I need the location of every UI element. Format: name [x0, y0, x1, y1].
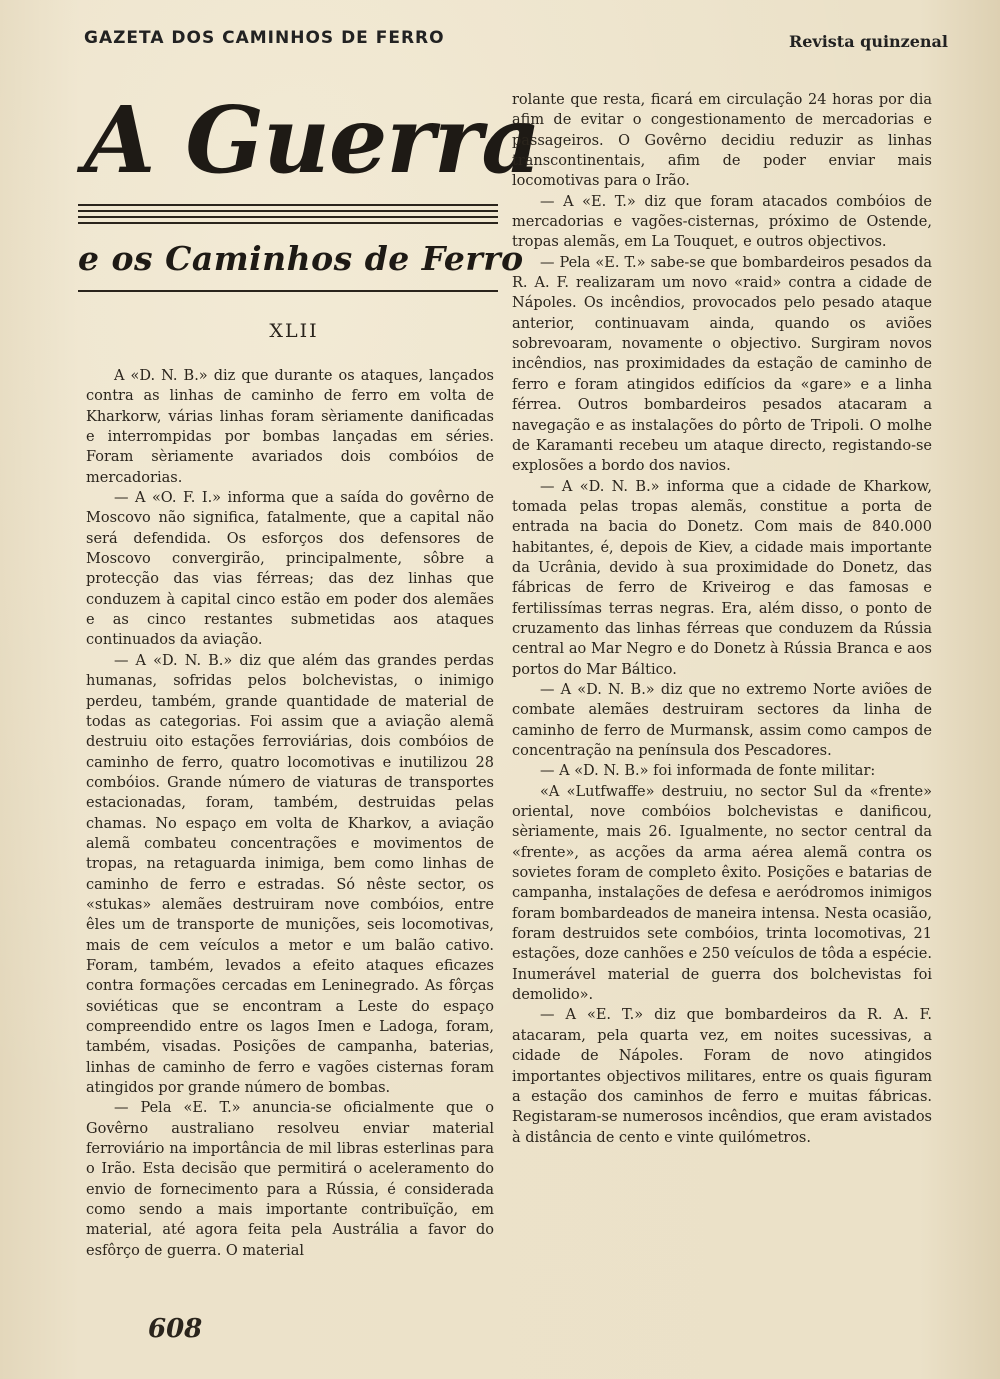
article-title: A Guerra [84, 86, 540, 194]
paragraph: rolante que resta, ficará em circulação 24 horas por dia afim de evitar o congestionamento de mercadorias e passageiros. O Govêrno decidiu reduzir as linhas transcontinentais, afim de poder enviar mais locomotivas para o Irão. [512, 92, 932, 190]
right-column [512, 90, 932, 1148]
article-subtitle: e os Caminhos de Ferro [78, 239, 524, 278]
paragraph: — A «D. N. B.» foi informada de fonte militar: [540, 763, 876, 780]
paragraph: — A «E. T.» diz que bombardeiros da R. A. F. atacaram, pela quarta vez, em noites sucessivas, a cidade de Nápoles. Foram de novo atingidos importantes objectivos militares, entre os quais figuram a estação dos caminhos de ferro e muitas fábricas. Registaram-se numerosos incêndios, que eram avistados à distância de cento e vinte quilómetros. [512, 1007, 932, 1146]
subtitle-rule [78, 290, 498, 292]
article-part-number: XLII [269, 320, 319, 342]
publication-title: GAZETA DOS CAMINHOS DE FERRO [84, 28, 445, 48]
publication-frequency: Revista quinzenal [788, 32, 948, 51]
paragraph: — Pela «E. T.» sabe-se que bombardeiros pesados da R. A. F. realizaram um novo «raid» contra a cidade de Nápoles. Os incêndios, provocados pelo pesado ataque anterior, continuavam ainda, quando os aviões sobrevoaram, novamente o objectivo. Surgiram novos incêndios, nas proximidades da estação de caminho de ferro e foram atingidos edifícios da «gare» e a linha férrea. Outros bombardeiros pesados atacaram a navegação e as instalações do pôrto de Tripoli. O molhe de Karamanti recebeu um ataque directo, registando-se explosões a bordo dos navios. [512, 254, 932, 475]
rule-line [78, 210, 498, 212]
page-number: 608 [148, 1314, 203, 1344]
paragraph: A «D. N. B.» diz que durante os ataques, lançados contra as linhas de caminho de ferro em volta de Kharkorw, várias linhas foram sèriamente danificadas e interrompidas por bombas lançadas em séries. Foram sèriamente avariados dois combóios de mercadorias. [86, 368, 494, 486]
paragraph: «A «Lutfwaffe» destruiu, no sector Sul da «frente» oriental, nove combóios bolchevistas e danificou, sèriamente, mais 26. Igualmente, no sector central da «frente», as acções da arma aérea alemã contra os sovietes foram de completo êxito. Posições e batarias de campanha, instalações de defesa e aeródromos inimigos foram bombardeados de maneira intensa. Nesta ocasião, foram destruidos sete combóios, trinta locomotivas, 21 estações, doze canhões e 250 veículos de tôda a espécie. Inumerável material de guerra dos bolchevistas foi demolido». [512, 783, 932, 1004]
title-rules [78, 204, 498, 228]
rule-line [78, 222, 498, 224]
paragraph: — Pela «E. T.» anuncia-se oficialmente que o Govêrno australiano resolveu enviar material ferroviário na importância de mil libras esterlinas para o Irão. Esta decisão que permitirá o aceleramento do envio de fornecimento para a Rússia, é considerada como sendo a mais importante contribuïção, em material, até agora feita pela Austrália a favor do esfôrço de guerra. O material [86, 1100, 494, 1259]
paragraph: — A «D. N. B.» diz que no extremo Norte aviões de combate alemães destruiram sectores da linha de caminho de ferro de Murmansk, assim como campos de concentração na península dos Pescadores. [512, 681, 932, 759]
paragraph: — A «D. N. B.» diz que além das grandes perdas humanas, sofridas pelos bolchevistas, o inimigo perdeu, também, grande quantidade de material de todas as categorias. Foi assim que a aviação alemã destruiu oito estações ferroviárias, dois combóios de caminho de ferro, quatro locomotivas e inutilizou 28 combóios. Grande número de viaturas de transportes estacionadas, foram, também, destruidas pelas chamas. No espaço em volta de Kharkov, a aviação alemã combateu concentrações e movimentos de tropas, na retaguarda inimiga, bem como linhas de caminho de ferro e estradas. Só nêste sector, os «stukas» alemães destruiram nove combóios, entre êles um de transporte de munições, seis locomotivas, mais de cem veículos a metor e um balão cativo. Foram, também, levados a efeito ataques eficazes contra formações cercadas em Leninegrado. As fôrças soviéticas que se encontram a Leste do espaço compreendido entre os lagos Imen e Ladoga, foram, também, visadas. Posições de campanha, baterias, linhas de caminho de ferro e vagões cisternas foram atingidos por grande número de bombas. [86, 652, 494, 1097]
paragraph: — A «D. N. B.» informa que a cidade de Kharkow, tomada pelas tropas alemãs, constitue a porta de entrada na bacia do Donetz. Com mais de 840.000 habitantes, é, depois de Kiev, a cidade mais importante da Ucrânia, devido à sua proximidade do Donetz, das fábricas de ferro de Kriveirog e das famosas e fertilissímas terras negras. Era, além disso, o ponto de cruzamento das linhas férreas que conduzem da Rússia central ao Mar Negro e do Donetz à Rússia Branca e aos portos do Mar Báltico. [512, 478, 932, 678]
rule-line [78, 216, 498, 218]
rule-line [78, 204, 498, 206]
paragraph: — A «O. F. I.» informa que a saída do govêrno de Moscovo não significa, fatalmente, que a capital não será defendida. Os esforços dos defensores de Moscovo convergirão, principalmente, sôbre a protecção das vias férreas; das dez linhas que conduzem à capital cinco estão em poder dos alemães e as cinco restantes submetidas aos ataques continuados da aviação. [86, 490, 494, 649]
paragraph: — A «E. T.» diz que foram atacados combóios de mercadorias e vagões-cisternas, próximo de Ostende, tropas alemãs, em La Touquet, e outros objectivos. [512, 193, 932, 251]
left-column [86, 366, 494, 1261]
